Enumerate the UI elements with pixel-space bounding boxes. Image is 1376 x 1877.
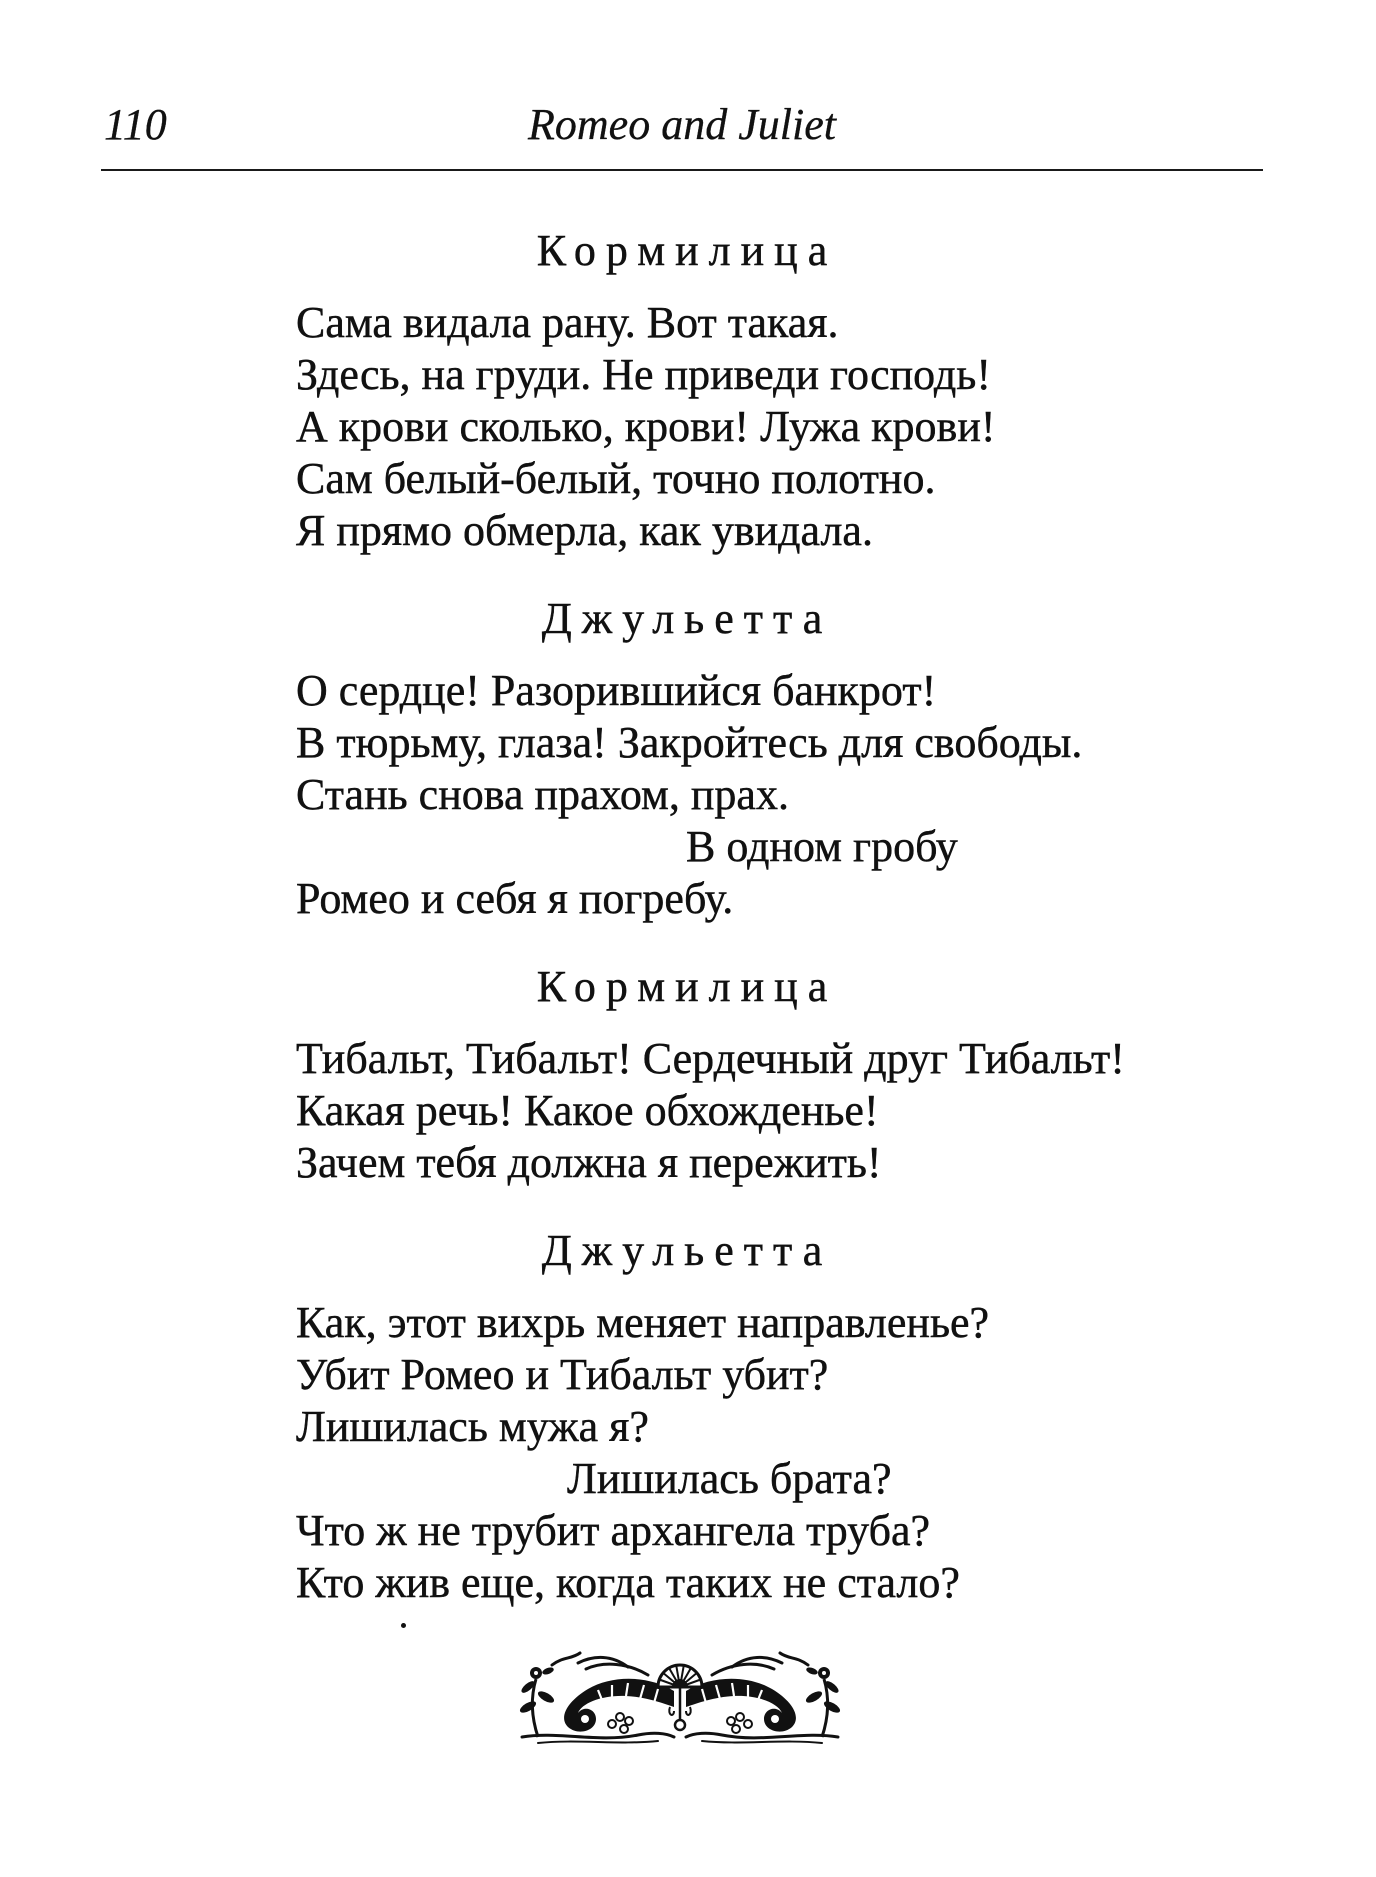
page-number: 110 xyxy=(104,100,167,149)
verse-line: Лишилась мужа я? xyxy=(296,1402,649,1451)
speaker-name: Джульетта xyxy=(541,1226,833,1275)
stray-ink-dot xyxy=(401,1623,406,1628)
running-header xyxy=(101,99,1263,151)
verse-line-continuation: Лишилась брата? xyxy=(567,1454,892,1503)
verse-line: Как, этот вихрь меняет направленье? xyxy=(296,1298,990,1347)
running-title: Romeo and Juliet xyxy=(528,100,836,149)
speaker-name: Кормилица xyxy=(536,962,838,1011)
ornament-right-half xyxy=(686,1653,842,1743)
verse-line: Сам белый-белый, точно полотно. xyxy=(296,454,936,503)
verse-line: Здесь, на груди. Не приведи господь! xyxy=(296,350,992,399)
verse-line-continuation: В одном гробу xyxy=(686,822,958,871)
speech-block xyxy=(101,961,1263,1189)
verse-line: В тюрьму, глаза! Закройтесь для свободы. xyxy=(296,718,1083,767)
speaker-name: Джульетта xyxy=(541,594,833,643)
verse-line: Сама видала рану. Вот такая. xyxy=(296,298,839,347)
verse-line: Что ж не трубит архангела труба? xyxy=(296,1506,931,1555)
ornament-vignette-icon xyxy=(508,1645,852,1747)
play-text xyxy=(101,225,1263,1645)
header-rule xyxy=(101,169,1263,171)
verse-line: Стань снова прахом, прах. xyxy=(296,770,789,819)
verse-line: Зачем тебя должна я пережить! xyxy=(296,1138,882,1187)
speech-block xyxy=(101,593,1263,925)
verse-line: Ромео и себя я погребу. xyxy=(296,874,734,923)
verse-line: Тибальт, Тибальт! Сердечный друг Тибальт! xyxy=(296,1034,1125,1083)
verse-line: Я прямо обмерла, как увидала. xyxy=(296,506,873,555)
verse-line: Кто жив еще, когда таких не стало? xyxy=(296,1558,960,1607)
verse-line: Убит Ромео и Тибальт убит? xyxy=(296,1350,829,1399)
verse-line: А крови сколько, крови! Лужа крови! xyxy=(296,402,996,451)
ornament-left-half xyxy=(518,1653,674,1743)
speaker-name: Кормилица xyxy=(536,226,838,275)
speech-block xyxy=(101,1225,1263,1609)
verse-line: О сердце! Разорившийся банкрот! xyxy=(296,666,937,715)
speech-block xyxy=(101,225,1263,557)
verse-line: Какая речь! Какое обхожденье! xyxy=(296,1086,879,1135)
